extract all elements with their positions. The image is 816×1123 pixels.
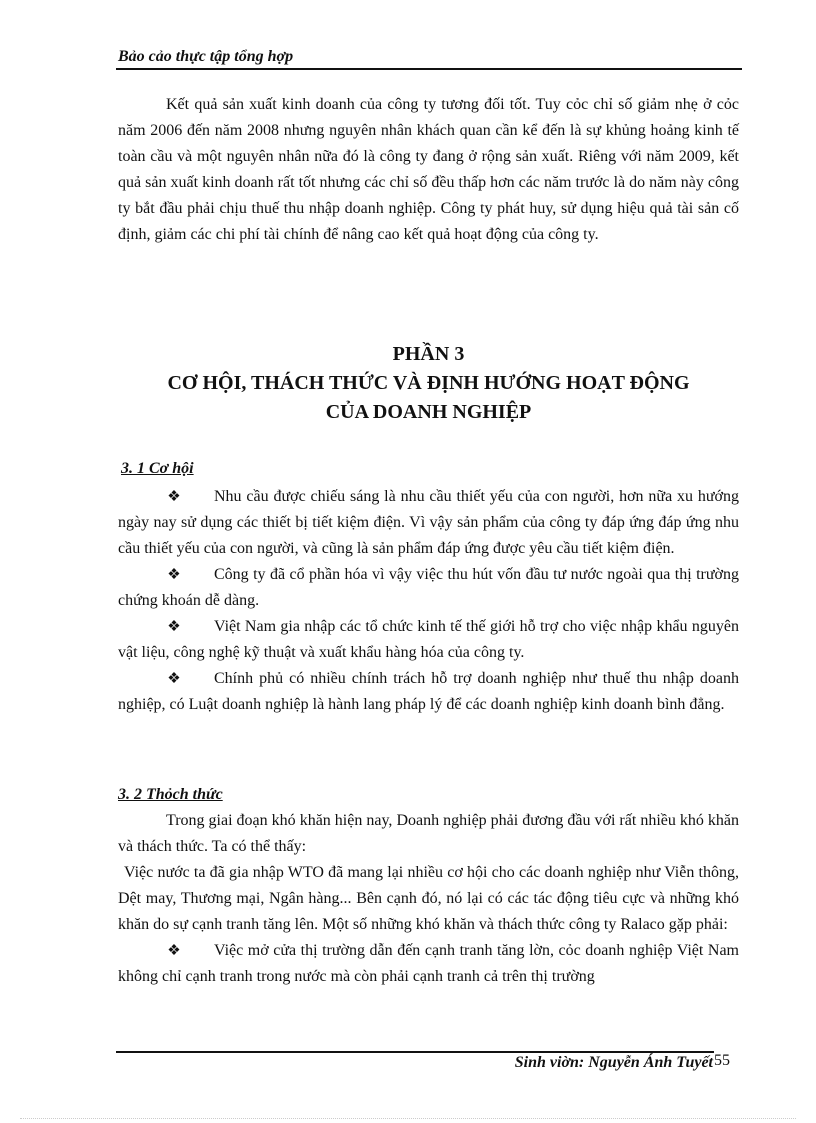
footer-author: Sinh viờn: Nguyễn Ánh Tuyết [514,1054,713,1071]
part-title-line-2: CỦA DOANH NGHIỆP [325,401,532,423]
section-heading-challenge: 3. 2 Thỏch thức [118,786,223,803]
page-header-title: Bảo cảo thực tập tổng hợp [118,48,294,65]
opportunity-item-text: Chính phủ có nhiều chính trách hỗ trợ doanh nghiệp như thuế thu nhập doanh nghiệp, có Luật doanh nghiệp là hành lang pháp lý để các doanh nghiệp kinh doanh bình đẳng. [118,670,739,713]
diamond-bullet-icon: ❖ [167,619,181,635]
challenge-paragraph-2: Việc nước ta đã gia nhập WTO đã mang lại nhiều cơ hội cho các doanh nghiệp như Viễn thông, Dệt may, Thương mại, Ngân hàng... Bên cạnh đó, nó lại có các tác động tiêu cực và những khó khăn do sự cạnh tranh tăng lên. Một số những khó khăn và thách thức công ty Ralaco gặp phải: [118,864,739,933]
section-heading-opportunity: 3. 1 Cơ hội [121,460,194,477]
opportunity-item-4 [118,666,739,718]
intro-paragraph: Kết quả sản xuất kinh doanh của công ty tương đối tốt. Tuy cỏc chỉ số giảm nhẹ ở cỏc năm 2006 đến năm 2008 nhưng nguyên nhân khách quan cần kể đến là sự khủng hoảng kinh tế toàn cầu và một nguyên nhân nữa đó là công ty đang ở rộng sản xuất. Riêng với năm 2009, kết quả sản xuất kinh doanh rất tốt nhưng các chỉ số đều thấp hơn các năm trước là do năm này công ty bắt đầu phải chịu thuế thu nhập doanh nghiệp. Công ty phát huy, sử dụng hiệu quả tài sản cố định, giảm các chi phí tài chính để nâng cao kết quả hoạt động của công ty. [118,96,739,243]
header-divider [116,68,742,70]
diamond-bullet-icon: ❖ [167,567,181,583]
challenge-paragraph-1: Trong giai đoạn khó khăn hiện nay, Doanh nghiệp phải đương đầu với rất nhiều khó khăn và thách thức. Ta có thể thấy: [118,812,739,855]
part-number: PHẦN 3 [392,343,465,365]
diamond-bullet-icon: ❖ [167,943,181,959]
opportunity-item-text: Việt Nam gia nhập các tổ chức kinh tế thế giới hỗ trợ cho việc nhập khẩu nguyên vật liệu, công nghệ kỹ thuật và xuất khẩu hàng hóa của công ty. [118,618,739,661]
part-title-line-1: CƠ HỘI, THÁCH THỨC VÀ ĐỊNH HƯỚNG HOẠT ĐỘNG [167,372,690,394]
footer-divider [116,1051,714,1053]
opportunity-item-2 [118,562,739,614]
opportunity-item-3 [118,614,739,666]
opportunity-list [118,484,739,718]
diamond-bullet-icon: ❖ [167,671,181,687]
diamond-bullet-icon: ❖ [167,489,181,505]
opportunity-item-1 [118,484,739,562]
part-title-block [118,340,739,427]
page-edge-divider [20,1118,796,1119]
opportunity-item-text: Công ty đã cổ phần hóa vì vậy việc thu hút vốn đầu tư nước ngoài qua thị trường chứng khoán dễ dàng. [118,566,739,609]
challenge-item-text: Việc mở cửa thị trường dẫn đến cạnh tranh tăng lờn, cỏc doanh nghiệp Việt Nam không chỉ cạnh tranh trong nước mà còn phải cạnh tranh cả trên thị trường [118,942,739,985]
challenge-section [118,808,739,990]
page-number: 55 [714,1052,730,1069]
opportunity-item-text: Nhu cầu được chiếu sáng là nhu cầu thiết yếu của con người, hơn nữa xu hướng ngày nay sử dụng các thiết bị tiết kiệm điện. Vì vậy sản phẩm của công ty đáp ứng đáp ứng nhu cầu thiết yếu của con người, và cũng là sản phẩm đáp ứng được yêu cầu tiết kiệm điện. [118,488,739,557]
intro-section [118,92,739,248]
challenge-item-1 [118,938,739,990]
